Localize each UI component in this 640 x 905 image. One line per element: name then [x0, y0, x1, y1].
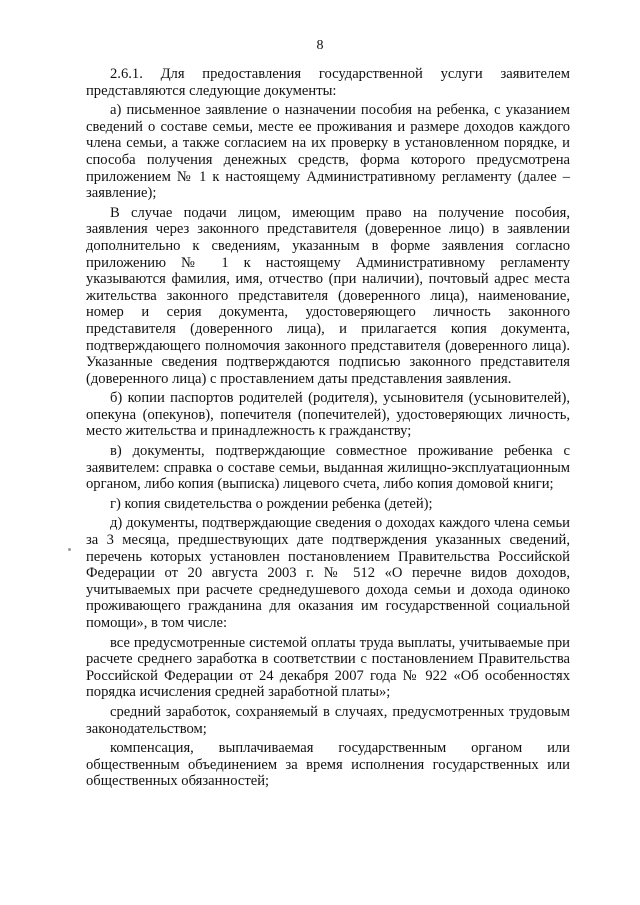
paragraph-representative: В случае подачи лицом, имеющим право на получение пособия, заявления через законного представителя (доверенное лицо) в заявлении дополнительно к сведениям, указанным в форме заявления согласно приложению № 1 к настоящему Административному регламенту указываются фамилия, имя, отчество (при наличии), почтовый адрес места жительства законного представителя (доверенного лица), наименование, номер и серия документа, удостоверяющего личность законного представителя (доверенного лица), и прилагается копия документа, подтверждающего полномочия законного представителя (доверенного лица). Указанные сведения подтверждаются подписью законного представителя (доверенного лица) с проставлением даты представления заявления. — [86, 204, 570, 387]
paragraph-item-d: д) документы, подтверждающие сведения о доходах каждого члена семьи за 3 месяца, предшествующих дате подтверждения указанных сведений, перечень которых установлен постановлением Правительства Российской Федерации от 20 августа 2003 г. № 512 «О перечне видов доходов, учитываемых при расчете среднедушевого дохода семьи и дохода одиноко проживающего гражданина для оказания им государственной социальной помощи», в том числе: — [86, 515, 570, 631]
paragraph-item-b: б) копии паспортов родителей (родителя), усыновителя (усыновителей), опекуна (опекунов), попечителя (попечителей), удостоверяющих личность, место жительства и принадлежность к гражданству; — [86, 390, 570, 440]
paragraph-item-v: в) документы, подтверждающие совместное проживание ребенка с заявителем: справка о составе семьи, выданная жилищно-эксплуатационным органом, либо копия (выписка) лицевого счета, либо копия домовой книги; — [86, 443, 570, 493]
paragraph-average-earnings: средний заработок, сохраняемый в случаях, предусмотренных трудовым законодательством; — [86, 703, 570, 737]
document-body — [86, 66, 570, 793]
paragraph-item-a: а) письменное заявление о назначении пособия на ребенка, с указанием сведений о составе семьи, месте ее проживания и размере доходов каждого члена семьи, а также согласием на их проверку в установленном порядке, и способа получения денежных средств, форма которого предусмотрена приложением № 1 к настоящему Административному регламенту (далее – заявление); — [86, 102, 570, 202]
paragraph-item-g: г) копия свидетельства о рождении ребенка (детей); — [110, 495, 433, 512]
paragraph-compensation: компенсация, выплачиваемая государственным органом или общественным объединением за время исполнения государственных или общественных обязанностей; — [86, 740, 570, 790]
page-number: 8 — [316, 38, 324, 53]
paragraph-2-6-1: 2.6.1. Для предоставления государственной услуги заявителем представляются следующие документы: — [86, 66, 570, 99]
scan-speck — [68, 548, 71, 551]
paragraph-payments: все предусмотренные системой оплаты труда выплаты, учитываемые при расчете среднего заработка в соответствии с постановлением Правительства Российской Федерации от 24 декабря 2007 года № 922 «Об особенностях порядка исчисления средней заработной платы»; — [86, 634, 570, 701]
